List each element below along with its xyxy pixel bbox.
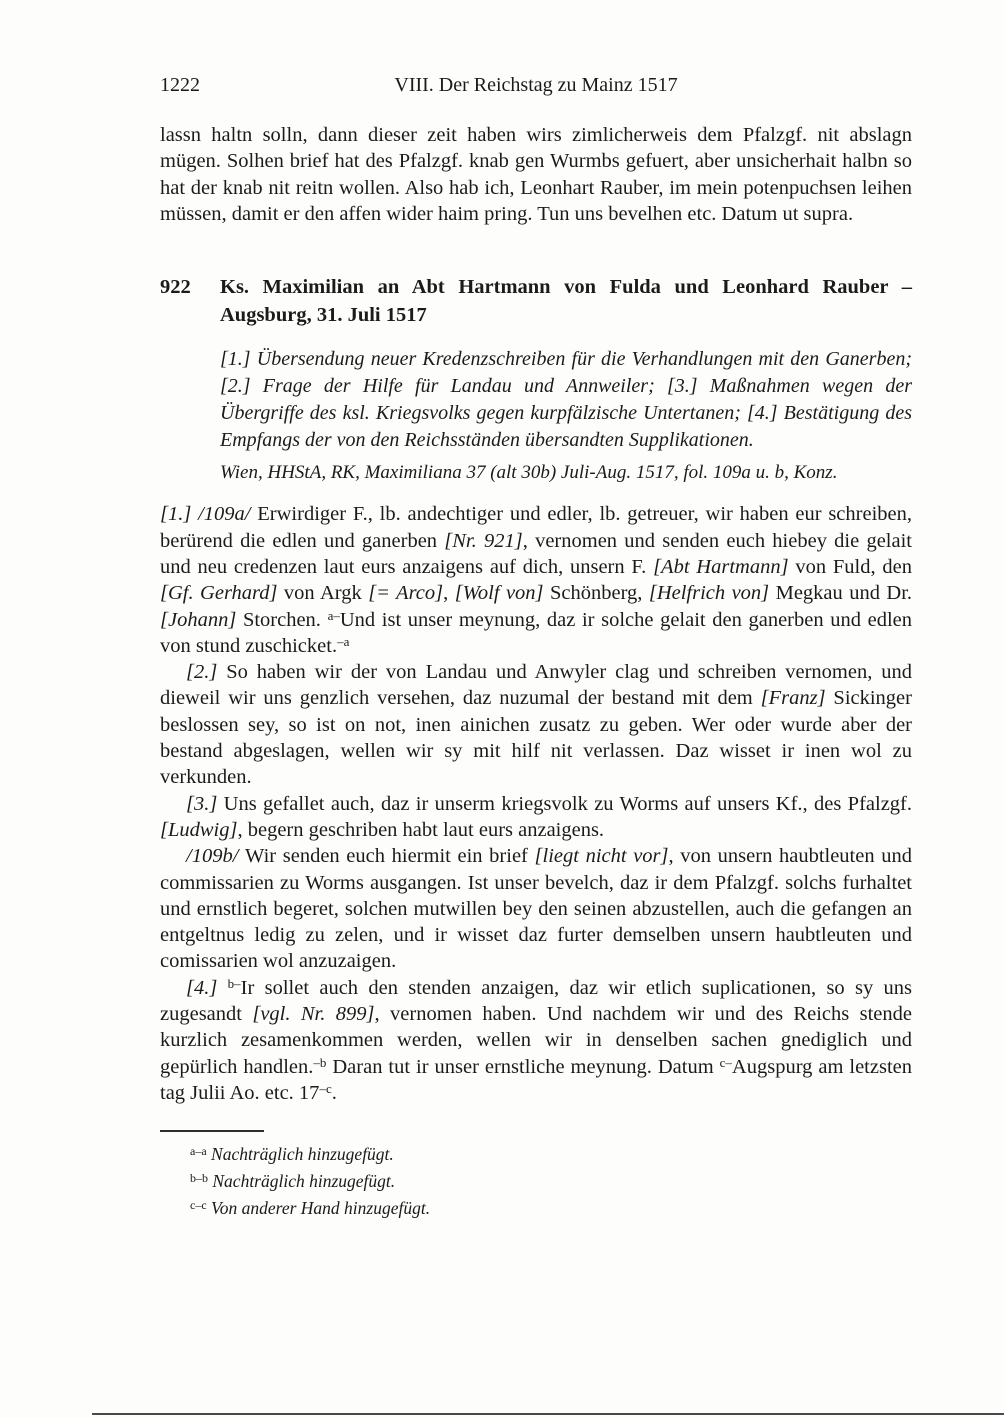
page-number: 1222 (160, 74, 200, 96)
text-segment: [4.] (186, 976, 228, 999)
body-paragraph (160, 791, 912, 844)
text-segment: Storchen. (236, 608, 328, 631)
text-segment: [2.] (186, 661, 227, 684)
body-paragraph (160, 975, 912, 1106)
entry-paragraphs (160, 501, 912, 1106)
footnote-text: Nachträglich hinzugefügt. (206, 1144, 394, 1165)
text-segment: , von unsern haubtleuten und commissarien zu Worms ausgangen. Ist unser bevelch, daz ir dem Pfalzgf. solchs furhaltet und ernstlich begeret, solchen mutwillen bey den seinen abzustellen, auch die gefangen an entgeltnus ledig zu zelen, und ir wisset daz furter demselben unsern haubtleuten und comissarien wol anzuzaigen. (160, 845, 912, 973)
page-header (160, 72, 912, 98)
text-segment: [= Arco] (368, 582, 444, 605)
footnote (190, 1168, 912, 1195)
text-segment: , vernomen haben. Und nachdem wir und des Reichs stende kurzlich zesamenkommen werden, wellen wir in denselben sachen gnediglich und gepürlich handlen. (160, 1003, 912, 1078)
text-segment: [liegt nicht vor] (534, 845, 669, 868)
note-marker: –a (337, 633, 350, 649)
text-segment: [Franz] (760, 687, 826, 710)
entry-heading (160, 273, 912, 329)
text-column (160, 72, 912, 1222)
text-segment: [1.] /109a/ (160, 503, 258, 526)
scan-edge-line (92, 1413, 1004, 1415)
text-segment: [Abt Hartmann] (653, 555, 789, 578)
footnote-text: Von anderer Hand hinzugefügt. (206, 1198, 431, 1219)
footnote (190, 1195, 912, 1222)
footnote-separator (160, 1130, 264, 1132)
running-head: VIII. Der Reichstag zu Mainz 1517 (394, 74, 678, 96)
text-segment: Megkau und Dr. (769, 582, 913, 605)
text-segment: So haben wir der von Landau und Anwyler clag und schreiben vernomen, und dieweil wir uns genzlich versehen, daz nuzumal der bestand mit dem (160, 661, 912, 710)
text-segment: Daran tut ir unser ernstliche meynung. Datum (326, 1055, 720, 1078)
body-paragraph (160, 659, 912, 790)
footnotes-list (160, 1141, 912, 1222)
text-segment: [Helfrich von] (648, 582, 770, 605)
text-segment: . (331, 1081, 337, 1104)
body-paragraph (160, 501, 912, 659)
entry-number: 922 (160, 276, 191, 299)
entry-title: Ks. Maximilian an Abt Hartmann von Fulda und Leonhard Rauber – Augsburg, 31. Juli 1517 (220, 276, 912, 327)
text-segment: Und ist unser meynung, daz ir solche gelait den ganerben und edlen von stund zuschicket. (160, 608, 912, 657)
text-segment: /109b/ (186, 845, 246, 868)
note-marker: c– (719, 1054, 732, 1070)
text-segment: von Fuld, den (788, 555, 912, 578)
text-segment: Erwirdiger F., lb. andechtiger und edler, lb. getreuer, wir haben eur schreiben, berürend die edlen und ganerben (160, 503, 912, 552)
text-segment: [Wolf von] (454, 582, 544, 605)
text-segment: von Argk (277, 582, 369, 605)
note-marker: –b (313, 1054, 327, 1070)
text-segment: Sickinger beslossen sey, so ist on not, inen ainichen zusatz zu geben. Wer oder wurde aber der bestand abgeslagen, wellen wir sy mit hilf nit verlassen. Daz wisset ir inen wol zu verkunden. (160, 687, 912, 789)
note-marker: b– (227, 975, 241, 991)
text-segment: [Johann] (160, 608, 237, 631)
footnote-label: b–b (190, 1171, 208, 1186)
note-marker: a– (327, 607, 340, 623)
entry-source: Wien, HHStA, RK, Maximiliana 37 (alt 30b) Juli-Aug. 1517, fol. 109a u. b, Konz. (220, 462, 838, 484)
text-segment: Augspurg am letzsten tag Julii Ao. etc. 17 (160, 1055, 912, 1104)
body-paragraph (160, 843, 912, 974)
text-segment: Ir sollet auch den stenden anzaigen, daz wir etlich suplicationen, so sy uns zugesandt (160, 976, 913, 1026)
footnote-label: c–c (190, 1198, 207, 1213)
text-segment: Schönberg, (543, 582, 649, 605)
text-segment: [Nr. 921] (444, 529, 523, 552)
text-segment: [3.] (186, 792, 224, 815)
text-segment: [Ludwig] (160, 818, 238, 841)
note-marker: –c (319, 1080, 332, 1096)
footnote-text: Nachträglich hinzugefügt. (208, 1171, 396, 1192)
text-segment: [vgl. Nr. 899] (252, 1003, 375, 1026)
text-segment: Wir senden euch hiermit ein brief (245, 845, 535, 868)
footnote (190, 1141, 912, 1168)
text-segment: , vernomen und senden euch hiebey die gelait und neu credenzen laut eurs anzaigens auf dich, unsern F. (160, 529, 912, 578)
text-segment: [Gf. Gerhard] (160, 582, 278, 605)
continuation-paragraph: lassn haltn solln, dann dieser zeit haben wirs zimlicherweis dem Pfalzgf. nit abslagn mügen. Solhen brief hat des Pfalzgf. knab gen Wurmbs gefuert, aber unsicherhait halbn so hat der knab nit reitn wollen. Also hab ich, Leonhart Rauber, im mein potenpuchsen leihen müssen, damit er den affen wider haim pring. Tun uns bevelhen etc. Datum ut supra. (160, 124, 912, 225)
text-segment: , begern geschriben habt laut eurs anzaigens. (237, 818, 605, 841)
text-segment: , (443, 582, 455, 605)
footnote-label: a–a (190, 1144, 207, 1159)
entry-summary: [1.] Übersendung neuer Kredenzschreiben für die Verhandlungen mit den Ganerben; [2.] Frage der Hilfe für Landau und Annweiler; [3.] Maßnahmen wegen der Übergriffe des ksl. Kriegsvolks gegen kurpfälzische Untertanen; [4.] Bestätigung des Empfangs der von den Reichsständen übersandten Supplikationen. (220, 348, 912, 451)
footnotes-section (160, 1130, 912, 1222)
text-segment: Uns gefallet auch, daz ir unserm kriegsvolk zu Worms auf unsers Kf., des Pfalzgf. (223, 792, 912, 815)
